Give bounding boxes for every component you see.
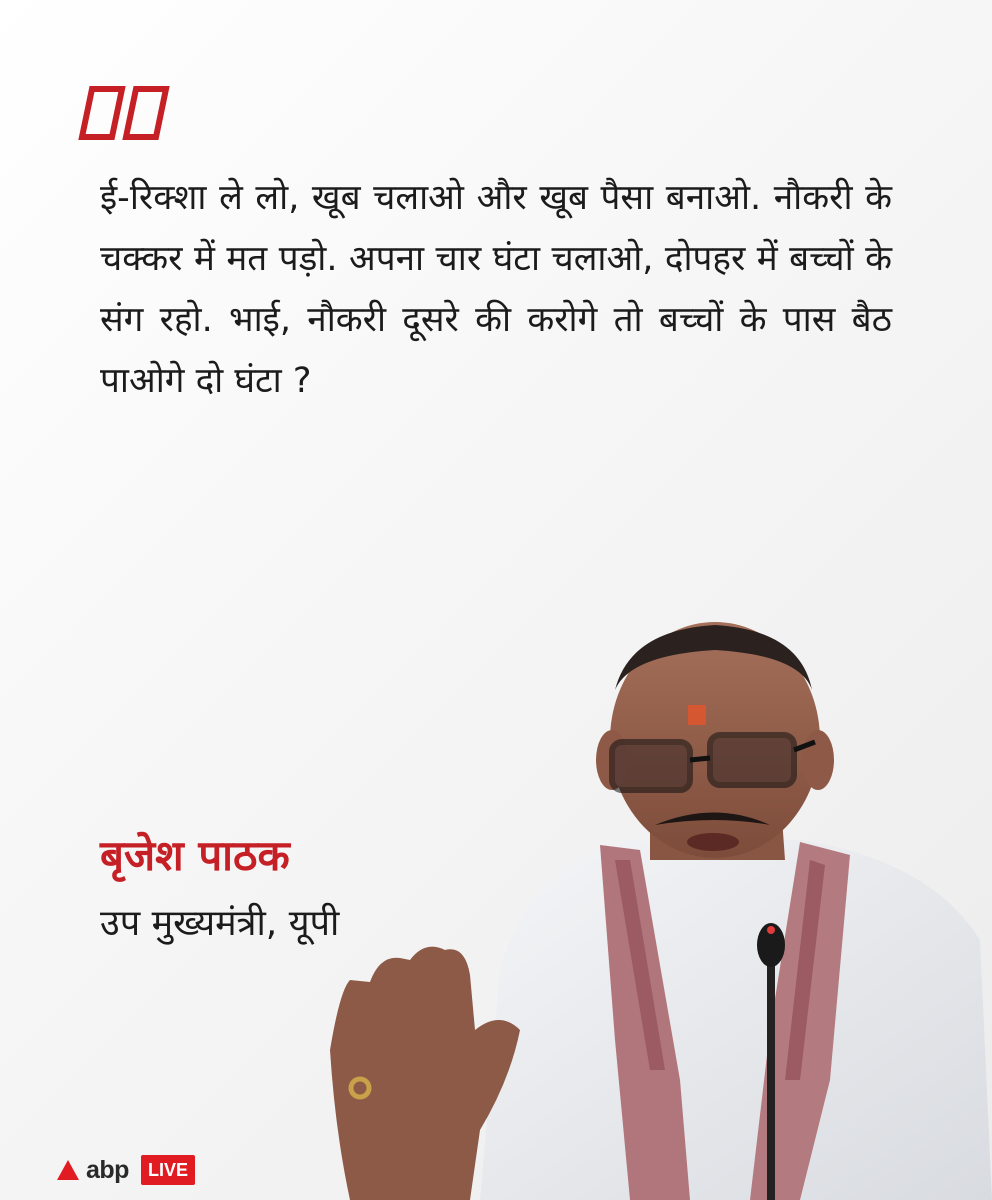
abp-live-logo [56, 1150, 195, 1190]
speaker-name: बृजेश पाठक [100, 831, 290, 880]
speaker-title: उप मुख्यमंत्री, यूपी [100, 903, 340, 944]
speaker-photo [330, 610, 992, 1200]
live-badge: LIVE [141, 1155, 195, 1185]
brand-name: abp [86, 1155, 129, 1184]
abp-triangle-icon [56, 1158, 80, 1182]
quote-mark-icon [78, 86, 170, 140]
quote-text: ई-रिक्शा ले लो, खूब चलाओ और खूब पैसा बनाओ. नौकरी के चक्कर में मत पड़ो. अपना चार घंटा चलाओ, दोपहर में बच्चों के संग रहो. भाई, नौकरी दूसरे की करोगे तो बच्चों के पास बैठ पाओगे दो घंटा ? [100, 178, 892, 401]
